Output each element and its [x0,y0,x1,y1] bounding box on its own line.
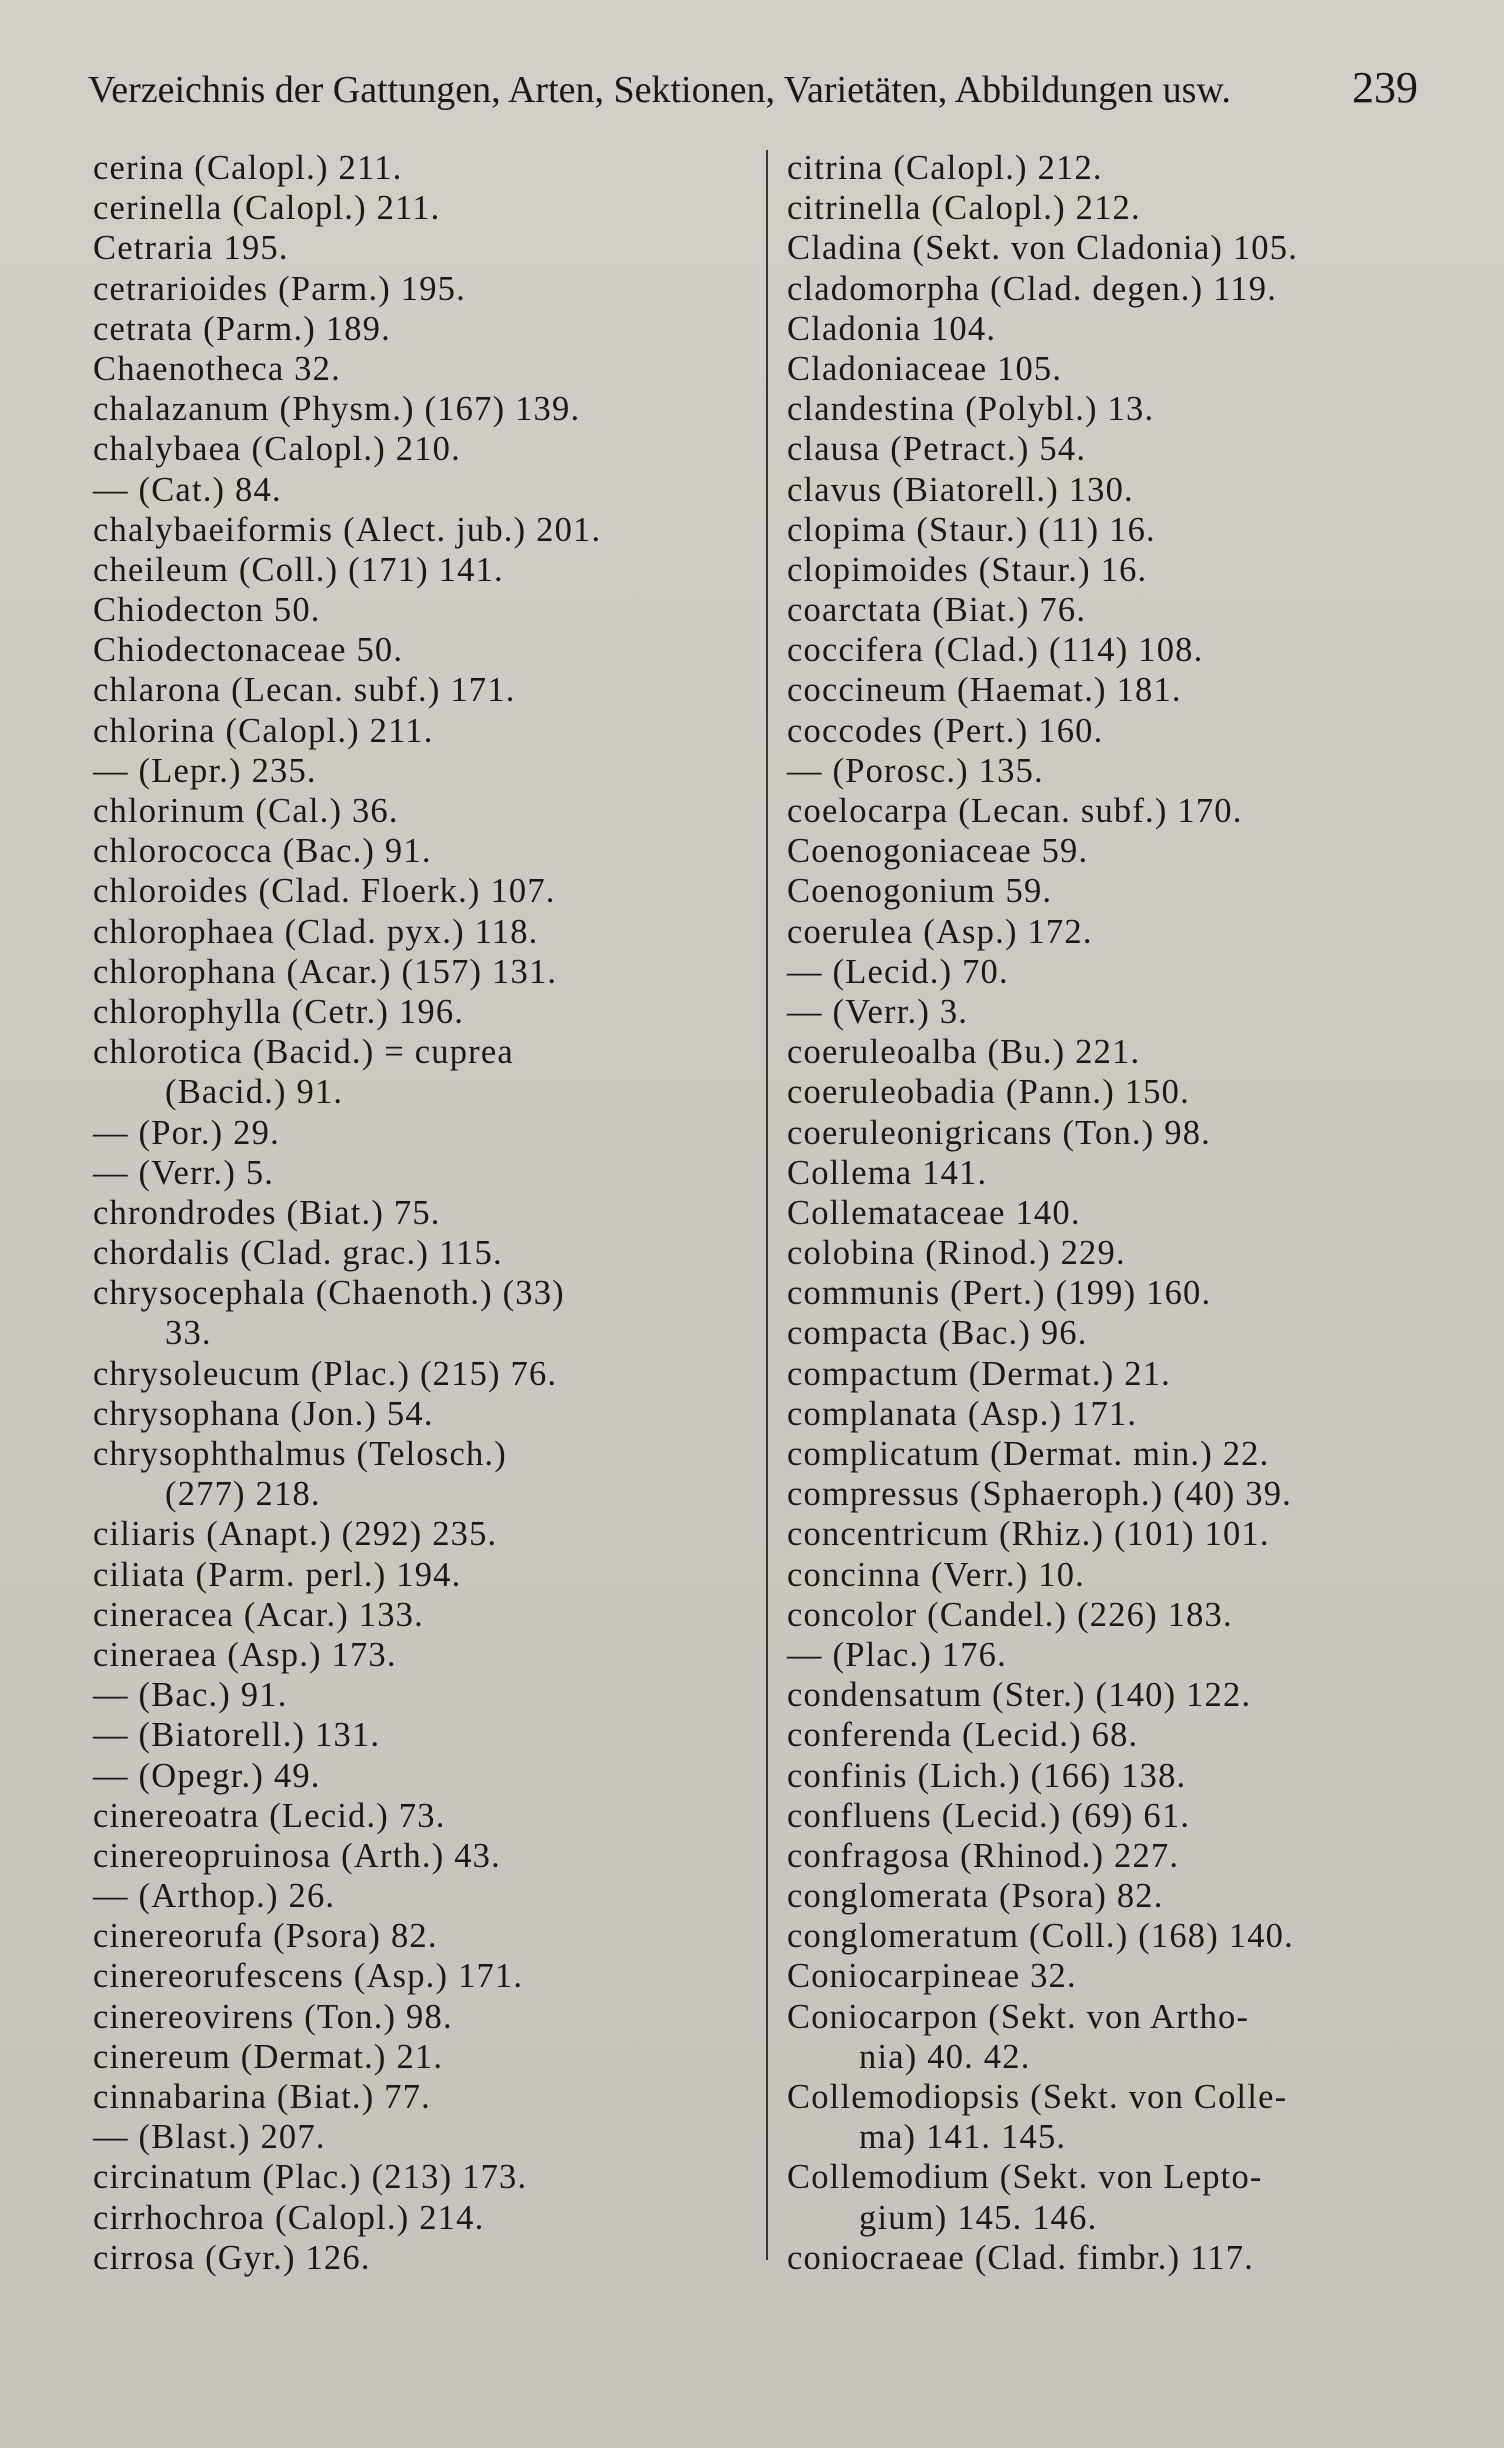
index-entry: coniocraeae (Clad. fimbr.) 117. [787,2238,1255,2277]
index-entry: Collema 141. [787,1153,988,1192]
index-entry: chrysophthalmus (Telosch.) [93,1435,507,1473]
index-entry: ciliaris (Anapt.) (292) 235. [93,1515,498,1554]
index-entry: coarctata (Biat.) 76. [787,591,1087,630]
index-entry-continuation: gium) 145. 146. [859,2198,1098,2237]
index-entry: concinna (Verr.) 10. [787,1555,1085,1594]
index-entry: Coenogonium 59. [787,872,1053,911]
index-entry: coccifera (Clad.) (114) 108. [787,631,1204,670]
index-entry: Cladonia 104. [787,309,997,348]
index-entry: cetrarioides (Parm.) 195. [93,269,466,308]
index-entry: cerina (Calopl.) 211. [93,149,403,187]
index-entry-continuation: (Bacid.) 91. [165,1073,344,1112]
index-entry: Coniocarpineae 32. [787,1957,1077,1996]
index-entry: clopimoides (Staur.) 16. [787,550,1148,589]
index-entry: Chiodecton 50. [93,591,321,630]
index-entry: cirrosa (Gyr.) 126. [93,2238,371,2277]
index-entry: — (Lepr.) 235. [93,751,317,790]
index-entry: cinereorufa (Psora) 82. [93,1917,438,1956]
column-divider [766,150,768,2260]
index-entry: — (Blast.) 207. [93,2118,326,2157]
index-entry: coeruleoalba (Bu.) 221. [787,1033,1141,1072]
index-entry: coelocarpa (Lecan. subf.) 170. [787,792,1243,830]
index-entry: compacta (Bac.) 96. [787,1314,1088,1353]
index-entry: cinereopruinosa (Arth.) 43. [93,1836,501,1875]
index-entry: confluens (Lecid.) (69) 61. [787,1796,1191,1835]
index-entry: circinatum (Plac.) (213) 173. [93,2158,528,2197]
index-entry: chlorophaea (Clad. pyx.) 118. [93,912,539,951]
index-entry: confinis (Lich.) (166) 138. [787,1756,1187,1795]
index-entry: compressus (Sphaeroph.) (40) 39. [787,1475,1293,1514]
index-entry: — (Opegr.) 49. [93,1756,321,1795]
index-entry: cirrhochroa (Calopl.) 214. [93,2198,485,2237]
index-entry: coccodes (Pert.) 160. [787,711,1104,750]
index-entry: Chaenotheca 32. [93,349,341,388]
index-entry: clausa (Petract.) 54. [787,430,1087,469]
index-entry: chloroides (Clad. Floerk.) 107. [93,872,556,911]
index-entry: coeruleobadia (Pann.) 150. [787,1073,1190,1112]
index-entry: — (Plac.) 176. [787,1635,1007,1674]
index-entry: coccineum (Haemat.) 181. [787,671,1182,710]
index-entry: Cetraria 195. [93,229,289,268]
index-entry: cinereoatra (Lecid.) 73. [93,1796,446,1835]
index-entry-continuation: ma) 141. 145. [859,2118,1067,2157]
index-entry: chlorinum (Cal.) 36. [93,792,399,830]
index-entry: — (Biatorell.) 131. [93,1716,381,1755]
index-entry: chrysophana (Jon.) 54. [93,1394,434,1433]
index-entry: chalybaea (Calopl.) 210. [93,430,461,469]
index-entry: conglomeratum (Coll.) (168) 140. [787,1917,1294,1956]
index-entry: confragosa (Rhinod.) 227. [787,1836,1180,1875]
index-entry: coerulea (Asp.) 172. [787,912,1093,951]
index-entry: Cladoniaceae 105. [787,349,1063,388]
index-entry: — (Cat.) 84. [93,470,282,509]
index-entry-continuation: nia) 40. 42. [859,2037,1031,2076]
index-entry: cladomorpha (Clad. degen.) 119. [787,269,1278,308]
index-entry: citrina (Calopl.) 212. [787,149,1103,187]
index-entry: coeruleonigricans (Ton.) 98. [787,1113,1211,1152]
index-entry: chlarona (Lecan. subf.) 171. [93,671,516,710]
index-entry: cetrata (Parm.) 189. [93,309,391,348]
index-entry: — (Porosc.) 135. [787,751,1044,790]
index-entry: Cladina (Sekt. von Cladonia) 105. [787,229,1299,268]
index-entry: clandestina (Polybl.) 13. [787,390,1155,429]
index-entry: chlorophana (Acar.) (157) 131. [93,952,558,991]
index-entry: — (Por.) 29. [93,1113,280,1152]
index-entry: Collemodiopsis (Sekt. von Colle- [787,2078,1288,2116]
index-entry: compactum (Dermat.) 21. [787,1354,1171,1393]
index-entry: Collemataceae 140. [787,1193,1081,1232]
index-entry: cheileum (Coll.) (171) 141. [93,550,504,589]
index-entry: clopima (Staur.) (11) 16. [787,510,1156,549]
index-entry: cinereorufescens (Asp.) 171. [93,1957,524,1996]
index-column-right [787,148,1427,2278]
index-entry: Coenogoniaceae 59. [787,832,1089,871]
index-entry: communis (Pert.) (199) 160. [787,1274,1212,1313]
index-entry: Chiodectonaceae 50. [93,631,404,670]
index-entry: Coniocarpon (Sekt. von Artho- [787,1997,1250,2036]
index-entry-continuation: (277) 218. [165,1475,321,1514]
index-entry: cineraea (Asp.) 173. [93,1635,397,1674]
running-title: Verzeichnis der Gattungen, Arten, Sektionen, Varietäten, Abbildungen usw. [88,69,1231,111]
index-entry: citrinella (Calopl.) 212. [787,189,1141,228]
index-entry: conglomerata (Psora) 82. [787,1877,1164,1916]
index-entry: chrysoleucum (Plac.) (215) 76. [93,1354,558,1393]
index-entry: chalybaeiformis (Alect. jub.) 201. [93,510,602,549]
index-entry: chalazanum (Physm.) (167) 139. [93,390,581,429]
index-entry: cinnabarina (Biat.) 77. [93,2078,431,2116]
index-entry: cinereum (Dermat.) 21. [93,2037,444,2076]
index-entry: cineracea (Acar.) 133. [93,1595,424,1634]
index-entry: — (Verr.) 3. [787,992,969,1031]
index-column-left [93,148,733,2278]
index-entry: concolor (Candel.) (226) 183. [787,1595,1233,1634]
index-entry: — (Verr.) 5. [93,1153,275,1192]
index-entry: complanata (Asp.) 171. [787,1394,1138,1433]
index-entry: — (Bac.) 91. [93,1676,288,1715]
index-entry: chrondrodes (Biat.) 75. [93,1193,441,1232]
index-entry: clavus (Biatorell.) 130. [787,470,1134,509]
index-entry-continuation: 33. [165,1314,212,1353]
index-entry: complicatum (Dermat. min.) 22. [787,1435,1270,1473]
index-entry: chordalis (Clad. grac.) 115. [93,1234,503,1273]
index-entry: — (Arthop.) 26. [93,1877,336,1916]
index-entry: — (Lecid.) 70. [787,952,1009,991]
index-entry: chlorotica (Bacid.) = cuprea [93,1033,514,1072]
index-entry: ciliata (Parm. perl.) 194. [93,1555,462,1594]
index-entry: chrysocephala (Chaenoth.) (33) [93,1274,565,1313]
index-entry: colobina (Rinod.) 229. [787,1234,1126,1273]
index-entry: chlorina (Calopl.) 211. [93,711,434,750]
index-entry: concentricum (Rhiz.) (101) 101. [787,1515,1270,1554]
index-entry: cinereovirens (Ton.) 98. [93,1997,453,2036]
index-entry: chlorococca (Bac.) 91. [93,832,432,871]
page-number: 239 [1352,63,1418,112]
page-header [88,62,1418,116]
index-entry: condensatum (Ster.) (140) 122. [787,1676,1252,1715]
index-entry: Collemodium (Sekt. von Lepto- [787,2158,1263,2197]
index-entry: cerinella (Calopl.) 211. [93,189,441,228]
index-entry: conferenda (Lecid.) 68. [787,1716,1139,1755]
index-entry: chlorophylla (Cetr.) 196. [93,992,465,1031]
